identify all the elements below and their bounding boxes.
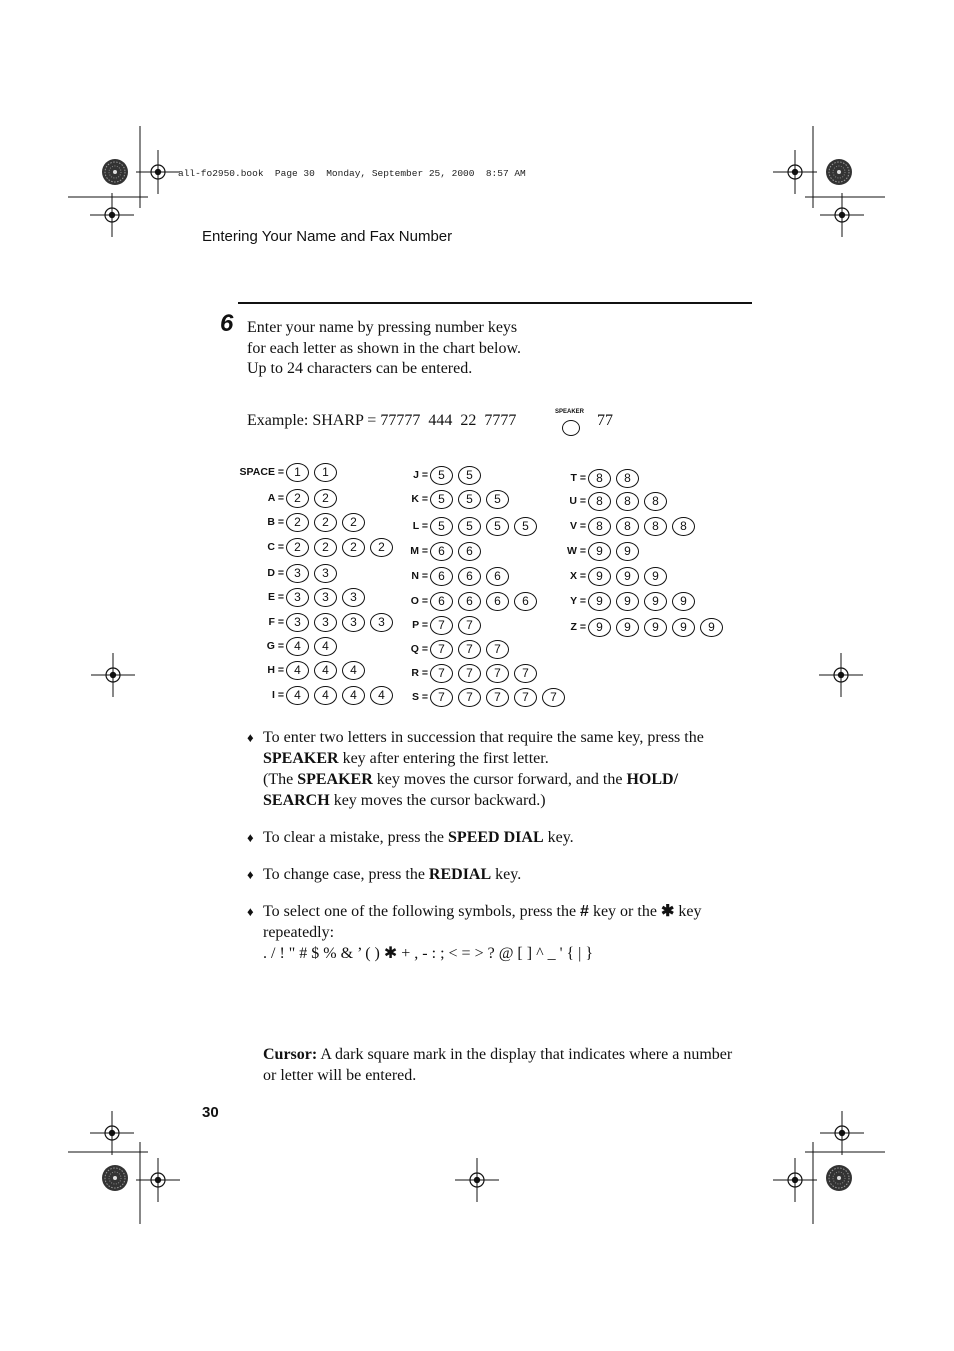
number-key-icon: 6 (486, 592, 509, 611)
bullet-diamond-icon: ♦ (247, 904, 254, 919)
number-key-icon: 3 (342, 613, 365, 632)
page-number: 30 (202, 1104, 219, 1121)
number-key-icon: 9 (616, 618, 639, 637)
number-key-icon: 7 (486, 640, 509, 659)
number-key-icon: 7 (430, 616, 453, 635)
number-key-icon: 7 (458, 688, 481, 707)
tip-same-key: ♦ To enter two letters in succession that require the same key, press the SPEAKER key after entering the first letter. (The SPEAKER key moves the cursor forward, and the HOLD/ SEARCH key moves the cursor backward.) (247, 729, 704, 809)
number-key-icon: 6 (430, 567, 453, 586)
number-key-icon: 5 (458, 490, 481, 509)
number-key-icon: 7 (430, 688, 453, 707)
number-key-icon: 8 (616, 517, 639, 536)
example-line: Example: SHARP = 77777 444 22 7777 (247, 412, 517, 429)
number-key-icon: 2 (286, 513, 309, 532)
number-key-icon: 8 (644, 517, 667, 536)
step-instructions: Enter your name by pressing number keys for each letter as shown in the chart below. Up to 24 characters can be entered. (247, 319, 521, 377)
bullet-diamond-icon: ♦ (247, 730, 254, 745)
chart-row (560, 515, 700, 537)
number-key-icon: 9 (672, 592, 695, 611)
chart-letter-label: Q = (410, 643, 428, 655)
number-key-icon: 9 (588, 592, 611, 611)
chart-letter-label: B = (267, 516, 284, 528)
number-key-icon: 7 (458, 664, 481, 683)
chart-letter-label: O = (410, 595, 428, 607)
symbol-list: . / ! " # $ % & ’ ( ) ✱ + , - : ; < = > ? @ [ ] ^ _ ' { | } (263, 945, 594, 962)
number-key-icon: 7 (514, 688, 537, 707)
speaker-key-icon (562, 420, 580, 436)
number-key-icon: 6 (430, 542, 453, 561)
number-key-icon: 2 (286, 489, 309, 508)
chart-row (560, 540, 644, 562)
chart-letter-label: W = (567, 545, 586, 557)
chart-letter-label: N = (411, 570, 428, 582)
page-header: Entering Your Name and Fax Number (202, 228, 453, 245)
number-key-icon: 9 (644, 592, 667, 611)
chart-letter-label: J = (413, 469, 428, 481)
cursor-term: Cursor: (263, 1046, 318, 1063)
number-key-icon: 9 (588, 618, 611, 637)
bullet-diamond-icon: ♦ (247, 830, 254, 845)
example-line-end: 77 (597, 412, 613, 429)
chart-row (400, 614, 486, 636)
number-key-icon: 6 (458, 542, 481, 561)
number-key-icon: 8 (672, 517, 695, 536)
chart-row (560, 616, 728, 638)
number-key-icon: 5 (458, 466, 481, 485)
chart-letter-label: Y = (570, 595, 586, 607)
redial-key-name: REDIAL (428, 866, 492, 883)
number-key-icon: 7 (486, 664, 509, 683)
chart-row (228, 659, 370, 681)
number-key-icon: 3 (314, 564, 337, 583)
star-key-icon: ✱ (660, 903, 675, 920)
number-key-icon: 5 (458, 517, 481, 536)
number-key-icon: 2 (342, 513, 365, 532)
number-key-icon: 2 (314, 489, 337, 508)
hash-key-name: # (580, 903, 589, 920)
number-key-icon: 4 (314, 686, 337, 705)
number-key-icon: 6 (514, 592, 537, 611)
chart-letter-label: SPACE = (239, 466, 284, 478)
number-key-icon: 6 (430, 592, 453, 611)
chart-letter-label: F = (268, 616, 284, 628)
chart-row (228, 562, 342, 584)
chart-letter-label: R = (411, 667, 428, 679)
chart-letter-label: I = (272, 689, 284, 701)
number-key-icon: 3 (314, 613, 337, 632)
number-key-icon: 4 (370, 686, 393, 705)
chart-letter-label: G = (266, 640, 284, 652)
chart-letter-label: P = (412, 619, 428, 631)
chart-row (228, 635, 342, 657)
chart-row (400, 662, 542, 684)
speaker-key-label: SPEAKER (555, 409, 585, 415)
number-key-icon: 7 (458, 616, 481, 635)
number-key-icon: 5 (486, 517, 509, 536)
tip-clear-mistake: ♦ To clear a mistake, press the SPEED DIAL key. (247, 829, 574, 846)
chart-row (400, 540, 486, 562)
chart-row (400, 590, 542, 612)
number-key-icon: 2 (370, 538, 393, 557)
chart-row (400, 686, 570, 708)
number-key-icon: 3 (286, 588, 309, 607)
number-key-icon: 4 (286, 661, 309, 680)
cursor-definition: Cursor: A dark square mark in the display that indicates where a number or letter will be entered. (263, 1046, 733, 1084)
number-key-icon: 4 (286, 686, 309, 705)
number-key-icon: 9 (644, 618, 667, 637)
tip-symbols: ♦ To select one of the following symbols, press the # key or the ✱ key repeatedly: . / ! " # $ % & ’ ( ) ✱ + , - : ; < = > ? @ [ ] ^ _ ' { | } (247, 903, 702, 962)
section-rule (238, 302, 752, 304)
chart-row (228, 586, 370, 608)
tips-list (247, 727, 747, 980)
number-key-icon: 9 (700, 618, 723, 637)
chart-letter-label: U = (569, 495, 586, 507)
number-key-icon: 9 (644, 567, 667, 586)
number-key-icon: 5 (430, 466, 453, 485)
chart-row (228, 536, 398, 558)
number-key-icon: 8 (588, 517, 611, 536)
number-key-icon: 4 (314, 661, 337, 680)
chart-letter-label: Z = (570, 621, 586, 633)
chart-letter-label: K = (411, 493, 428, 505)
number-key-icon: 6 (458, 592, 481, 611)
number-key-icon: 4 (286, 637, 309, 656)
number-key-icon: 5 (430, 490, 453, 509)
number-key-icon: 7 (486, 688, 509, 707)
number-key-icon: 7 (514, 664, 537, 683)
number-key-icon: 8 (588, 492, 611, 511)
number-key-icon: 9 (588, 567, 611, 586)
chart-row (560, 490, 672, 512)
chart-row (228, 684, 398, 706)
number-key-icon: 6 (486, 567, 509, 586)
chart-row (400, 565, 514, 587)
chart-row (228, 611, 398, 633)
number-key-icon: 3 (342, 588, 365, 607)
chart-row (228, 487, 342, 509)
chart-row (560, 565, 672, 587)
chart-row (560, 590, 700, 612)
chart-row (400, 638, 514, 660)
number-key-icon: 4 (314, 637, 337, 656)
number-key-icon: 9 (616, 567, 639, 586)
number-key-icon: 2 (286, 538, 309, 557)
hold-search-key-name: HOLD/ SEARCH (263, 771, 679, 809)
chart-letter-label: T = (570, 472, 586, 484)
number-key-icon: 2 (314, 513, 337, 532)
chart-letter-label: A = (267, 492, 284, 504)
number-key-icon: 3 (286, 613, 309, 632)
speaker-key-name: SPEAKER (263, 750, 339, 767)
chart-letter-label: H = (267, 664, 284, 676)
number-key-icon: 1 (314, 463, 337, 482)
chart-letter-label: X = (569, 570, 586, 582)
bullet-diamond-icon: ♦ (247, 867, 254, 882)
number-key-icon: 4 (342, 661, 365, 680)
number-key-icon: 8 (616, 492, 639, 511)
number-key-icon: 2 (342, 538, 365, 557)
chart-row (400, 488, 514, 510)
number-key-icon: 7 (458, 640, 481, 659)
tip-change-case: ♦ To change case, press the REDIAL key. (247, 866, 522, 883)
chart-row (228, 461, 342, 483)
number-key-icon: 9 (672, 618, 695, 637)
chart-row (560, 467, 644, 489)
number-key-icon: 9 (588, 542, 611, 561)
chart-letter-label: C = (267, 541, 284, 553)
chart-letter-label: D = (267, 567, 284, 579)
chart-letter-label: V = (569, 520, 586, 532)
chart-letter-label: S = (411, 691, 428, 703)
number-key-icon: 6 (458, 567, 481, 586)
number-key-icon: 8 (616, 469, 639, 488)
number-key-icon: 5 (486, 490, 509, 509)
chart-row (228, 511, 370, 533)
number-key-icon: 2 (314, 538, 337, 557)
number-key-icon: 5 (514, 517, 537, 536)
number-key-icon: 7 (542, 688, 565, 707)
number-key-icon: 9 (616, 542, 639, 561)
chart-letter-label: E = (267, 591, 284, 603)
number-key-icon: 1 (286, 463, 309, 482)
number-key-icon: 3 (286, 564, 309, 583)
speed-dial-key-name: SPEED DIAL (448, 829, 544, 846)
number-key-icon: 5 (430, 517, 453, 536)
step-number: 6 (220, 310, 234, 337)
number-key-icon: 8 (644, 492, 667, 511)
chart-letter-label: L = (412, 520, 428, 532)
number-key-icon: 9 (616, 592, 639, 611)
chart-row (400, 515, 542, 537)
number-key-icon: 7 (430, 640, 453, 659)
number-key-icon: 8 (588, 469, 611, 488)
number-key-icon: 3 (314, 588, 337, 607)
chart-letter-label: M = (410, 545, 428, 557)
book-file-info: all-fo2950.book Page 30 Monday, September 25, 2000 8:57 AM (178, 168, 526, 179)
number-key-icon: 4 (342, 686, 365, 705)
number-key-icon: 7 (430, 664, 453, 683)
number-key-icon: 3 (370, 613, 393, 632)
chart-row (400, 464, 486, 486)
